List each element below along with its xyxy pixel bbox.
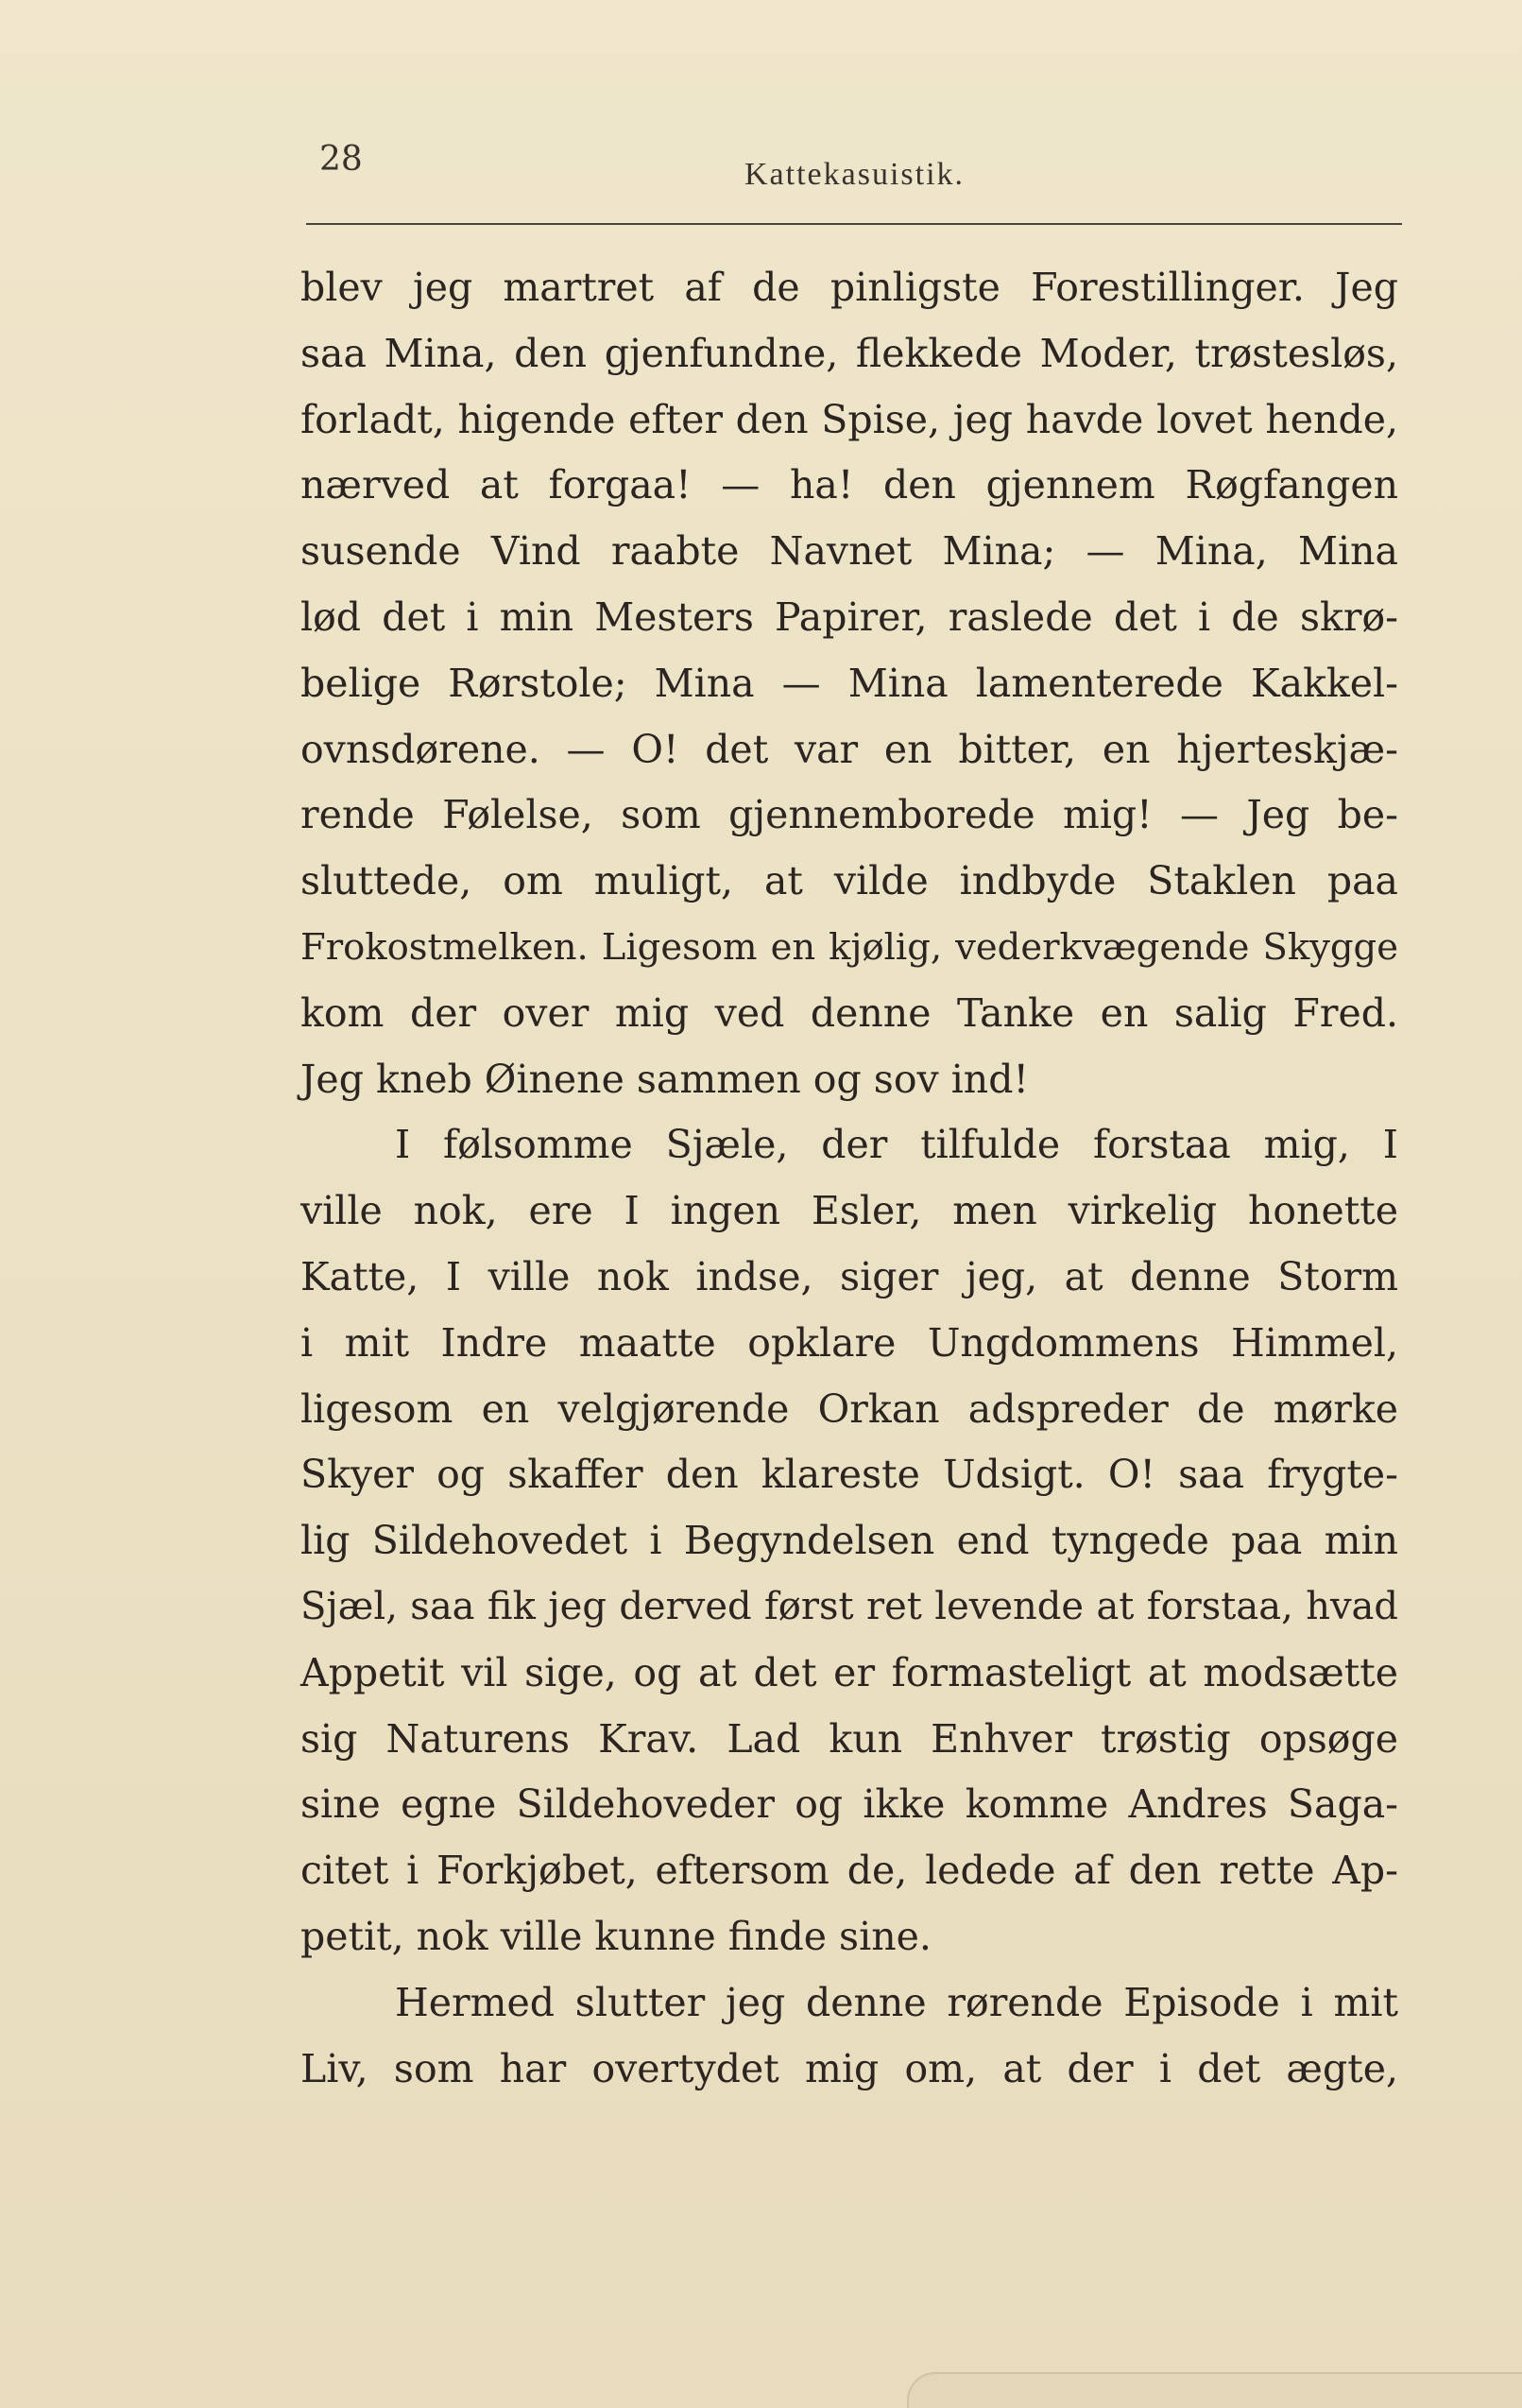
- text-line: i mit Indre maatte opklare Ungdommens Himmel,: [300, 1319, 1398, 1366]
- text-line: Appetit vil sige, og at det er formasteligt at modsætte: [300, 1649, 1398, 1695]
- text-line: citet i Forkjøbet, eftersom de, ledede af den rette Ap-: [300, 1848, 1398, 1894]
- text-line: kom der over mig ved denne Tanke en salig Fred.: [300, 989, 1398, 1036]
- text-line: ligesom en velgjørende Orkan adspreder de mørke: [300, 1385, 1398, 1432]
- text-line: ovnsdørene. — O! det var en bitter, en hjerteskjæ-: [300, 726, 1398, 772]
- text-line: Katte, I ville nok indse, siger jeg, at denne Storm: [300, 1253, 1398, 1299]
- running-title: Kattekasuistik.: [744, 157, 966, 192]
- text-line: lød det i min Mesters Papirer, raslede det i de skrø-: [300, 593, 1398, 640]
- page-corner-shadow: [907, 2372, 1522, 2408]
- text-line: I følsomme Sjæle, der tilfulde forstaa mig, I: [395, 1122, 1398, 1168]
- text-line: Frokostmelken. Ligesom en kjølig, vederkvægende Skygge: [300, 925, 1398, 969]
- text-line: ville nok, ere I ingen Esler, men virkelig honette: [300, 1188, 1398, 1234]
- text-line: Skyer og skaffer den klareste Udsigt. O! saa frygte-: [300, 1452, 1398, 1498]
- page-number: 28: [319, 140, 363, 179]
- text-line: belige Rørstole; Mina — Mina lamenterede Kakkel-: [300, 660, 1398, 706]
- text-line: sig Naturens Krav. Lad kun Enhver trøstig opsøge: [300, 1715, 1398, 1762]
- text-line: sine egne Sildehoveder og ikke komme Andres Saga-: [300, 1781, 1398, 1828]
- text-line: nærved at forgaa! — ha! den gjennem Røgfangen: [300, 462, 1398, 508]
- text-line: rende Følelse, som gjennemborede mig! — Jeg be-: [300, 792, 1398, 838]
- text-line: Jeg kneb Øinene sammen og sov ind!: [300, 1056, 1029, 1102]
- text-line: susende Vind raabte Navnet Mina; — Mina, Mina: [300, 528, 1398, 575]
- text-line: forladt, higende efter den Spise, jeg havde lovet hende,: [300, 396, 1398, 442]
- body-text: [300, 255, 1398, 2102]
- text-line: Sjæl, saa fik jeg derved først ret levende at forstaa, hvad: [300, 1584, 1398, 1628]
- text-line: petit, nok ville kunne finde sine.: [300, 1913, 932, 1959]
- header-rule: [306, 223, 1402, 225]
- text-line: lig Sildehovedet i Begyndelsen end tyngede paa min: [300, 1518, 1398, 1564]
- text-line: blev jeg martret af de pinligste Forestillinger. Jeg: [300, 265, 1398, 310]
- text-line: Liv, som har overtydet mig om, at der i det ægte,: [300, 2045, 1398, 2091]
- text-line: saa Mina, den gjenfundne, flekkede Moder, trøstesløs,: [300, 330, 1398, 376]
- text-line: Hermed slutter jeg denne rørende Episode i mit: [395, 1979, 1398, 2025]
- text-line: sluttede, om muligt, at vilde indbyde Staklen paa: [300, 858, 1398, 904]
